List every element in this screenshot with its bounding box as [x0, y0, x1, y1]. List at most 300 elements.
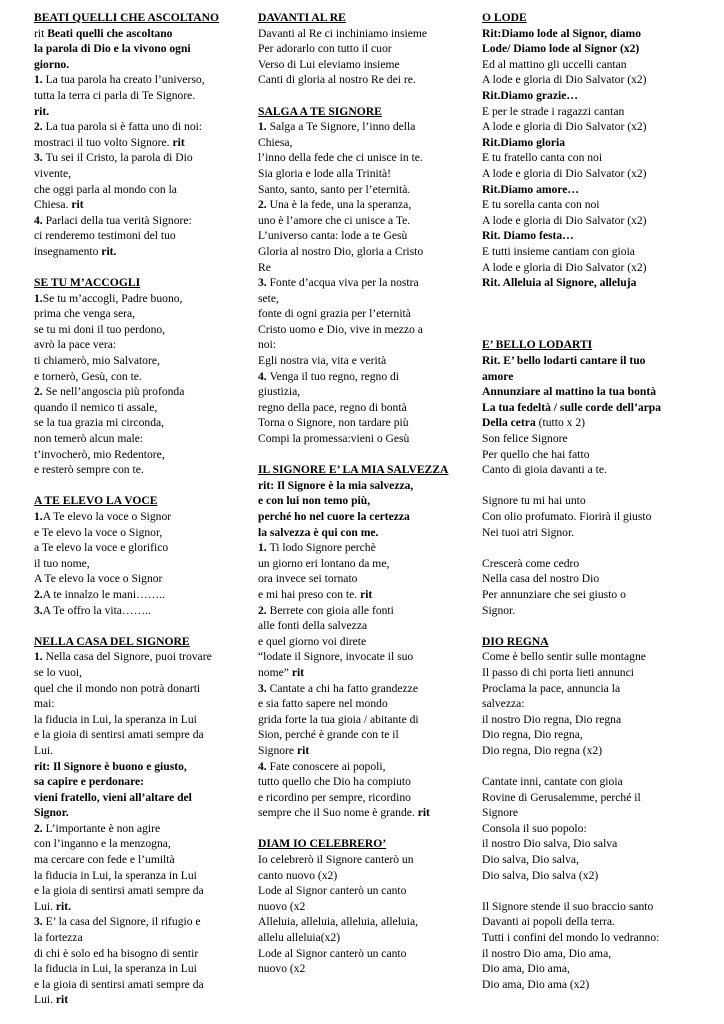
text: Se tu m’accogli, Padre buono, — [42, 291, 183, 305]
lyric-line — [482, 696, 704, 712]
text: Cantate a chi ha fatto grandezze — [269, 681, 418, 695]
text: Lui. — [34, 743, 53, 757]
bold-text: rit: Il Signore è la mia salvezza, — [258, 478, 414, 492]
text: A Te offro la vita…….. — [42, 603, 151, 617]
text: il nostro Dio ama, Dio ama, — [482, 946, 612, 960]
lyric-line — [34, 914, 244, 930]
text: regno della pace, regno di bontà — [258, 400, 407, 414]
text: Come è bello sentir sulle montagne — [482, 650, 646, 664]
lyric-line — [482, 790, 704, 806]
blank-line — [482, 306, 704, 322]
text: e mi hai preso con te. — [258, 587, 361, 601]
lyric-line — [482, 977, 704, 993]
text: nome” — [258, 665, 292, 679]
blank-line — [482, 478, 704, 494]
text: Fate conoscere ai popoli, — [269, 759, 386, 773]
text: salvezza: — [482, 697, 525, 711]
lyric-line — [482, 447, 704, 463]
text: e tornerò, Gesù, con te. — [34, 369, 142, 383]
bold-text: Annunziare al mattino la tua bontà — [482, 385, 657, 399]
text: Dio salva, Dio salva (x2) — [482, 868, 599, 882]
text: ma cercare con fede e l’umiltà — [34, 853, 175, 867]
lyric-line — [34, 696, 244, 712]
lyric-line — [258, 431, 468, 447]
text: Signore — [258, 743, 297, 757]
text: Sion, perché è grande con te il — [258, 728, 399, 742]
text: Alleluia, alleluia, alleluia, alleluia, — [258, 915, 418, 929]
bold-text: Rit.Diamo gloria — [482, 135, 566, 149]
text: Davanti ai popoli della terra. — [482, 915, 615, 929]
bold-text: 2. — [258, 603, 270, 617]
text: un giorno eri lontano da me, — [258, 556, 390, 570]
lyric-line — [482, 587, 704, 603]
lyric-line — [34, 244, 244, 260]
text: Dio regna, Dio regna, — [482, 728, 583, 742]
lyric-line — [482, 821, 704, 837]
text: il nostro Dio salva, Dio salva — [482, 837, 618, 851]
lyric-line — [258, 946, 468, 962]
text: La tua parola si è fatta uno di noi: — [45, 120, 203, 134]
lyric-line — [34, 337, 244, 353]
lyric-line — [258, 868, 468, 884]
lyric-line — [34, 992, 244, 1008]
lyric-line — [482, 213, 704, 229]
bold-text: perché ho nel cuore la certezza — [258, 510, 410, 523]
lyric-line — [482, 493, 704, 509]
lyric-line — [34, 899, 244, 915]
bold-text: 4. — [258, 369, 270, 383]
lyric-line — [34, 649, 244, 665]
lyric-line — [258, 743, 468, 759]
text: nuovo (x2 — [258, 962, 306, 976]
text: Gloria al nostro Dio, gloria a Cristo — [258, 244, 424, 258]
lyric-line — [34, 665, 244, 681]
lyric-line — [482, 930, 704, 946]
lyric-line — [482, 961, 704, 977]
text: ci renderemo testimoni del tuo — [34, 229, 176, 243]
lyric-line — [34, 369, 244, 385]
lyric-line — [482, 88, 704, 104]
text: e sia fatto sapere nel mondo — [258, 697, 388, 711]
lyric-line — [34, 509, 244, 525]
text: Egli nostra via, vita e verità — [258, 354, 387, 368]
lyric-line — [258, 72, 468, 88]
bold-text: 4. — [258, 759, 270, 773]
lyric-line — [34, 587, 244, 603]
lyric-line — [258, 930, 468, 946]
text: la fiducia in Lui, la speranza in Lui — [34, 868, 197, 882]
bold-text: e con lui non temo più, — [258, 494, 371, 508]
lyric-line — [482, 681, 704, 697]
lyric-line — [482, 571, 704, 587]
text: giustizia, — [258, 385, 301, 399]
song-salga-a-te-signore — [258, 104, 468, 447]
lyric-line — [34, 400, 244, 416]
bold-text: sa capire e perdonare: — [34, 775, 145, 789]
bold-text: 2. — [34, 587, 43, 601]
bold-text: 1. — [258, 120, 270, 134]
song-title: IL SIGNORE E’ LA MIA SALVEZZA — [258, 463, 449, 477]
text: Canti di gloria al nostro Re dei re. — [258, 73, 416, 87]
lyric-line — [34, 72, 244, 88]
bold-text: 1. — [34, 650, 46, 664]
lyric-line — [258, 182, 468, 198]
lyric-line — [482, 899, 704, 915]
lyric-line — [482, 415, 704, 431]
lyric-line — [34, 525, 244, 541]
text: la fiducia in Lui, la speranza in Lui — [34, 962, 197, 976]
lyric-line — [482, 774, 704, 790]
text: Proclama la pace, annuncia la — [482, 681, 621, 695]
lyric-line — [258, 571, 468, 587]
text: L’importante è non agire — [45, 821, 161, 835]
lyric-line — [258, 291, 468, 307]
lyric-line — [34, 836, 244, 852]
text: Cristo uomo e Dio, vive in mezzo a — [258, 322, 423, 336]
lyric-line — [258, 961, 468, 977]
lyric-line — [482, 104, 704, 120]
lyric-line — [34, 462, 244, 478]
song-dio-regna — [482, 634, 704, 993]
lyric-line — [482, 805, 704, 821]
lyric-line — [482, 135, 704, 151]
text: Tutti i confini del mondo lo vedranno: — [482, 931, 660, 945]
text: noi: — [258, 338, 277, 352]
lyric-line — [482, 275, 704, 291]
lyric-line — [34, 88, 244, 104]
lyric-line — [258, 197, 468, 213]
bold-text: 3. — [258, 681, 270, 695]
text: e resterò sempre con te. — [34, 463, 144, 477]
blank-line — [482, 291, 704, 307]
text: Il passo di chi porta lieti annunci — [482, 665, 634, 679]
bold-text: amore — [482, 369, 514, 383]
lyric-line — [34, 166, 244, 182]
lyric-line — [258, 712, 468, 728]
text: Lode al Signor canterò un canto — [258, 884, 407, 898]
song-title: E’ BELLO LODARTI — [482, 338, 593, 352]
bold-text: 3. — [258, 276, 270, 290]
song-davanti-al-re — [258, 10, 468, 88]
lyric-line — [258, 26, 468, 42]
bold-text: Rit. E’ bello lodarti cantare il tuo — [482, 354, 646, 368]
bold-text: 3. — [34, 151, 46, 165]
lyric-line — [482, 946, 704, 962]
text: E tu fratello canta con noi — [482, 151, 603, 165]
lyric-line — [258, 322, 468, 338]
bold-text: rit — [291, 665, 305, 679]
song-title: SALGA A TE SIGNORE — [258, 104, 382, 118]
lyric-line — [482, 353, 704, 369]
lyric-line — [258, 603, 468, 619]
bold-text: 2. — [34, 821, 46, 835]
lyric-line — [34, 571, 244, 587]
lyric-line — [34, 868, 244, 884]
lyric-line — [258, 618, 468, 634]
lyric-line — [34, 790, 244, 806]
lyric-line — [482, 836, 704, 852]
lyric-line — [34, 306, 244, 322]
song-se-tu-m-accogli — [34, 275, 244, 478]
bold-text: 2. — [34, 385, 46, 399]
text: L’universo canta: lode a te Gesù — [258, 229, 408, 243]
lyric-line — [258, 478, 468, 494]
text: tutto quello che Dio ha compiuto — [258, 775, 411, 789]
text: t’invocherò, mio Redentore, — [34, 447, 165, 461]
lyric-line — [482, 556, 704, 572]
song-title: A TE ELEVO LA VOCE — [34, 494, 158, 508]
text: Cantate inni, cantate con gioia — [482, 775, 623, 789]
text: mostraci il tuo volto Signore. — [34, 135, 173, 149]
lyric-line — [34, 977, 244, 993]
lyric-line — [258, 119, 468, 135]
bold-text: rit — [360, 587, 373, 601]
lyric-line — [482, 72, 704, 88]
lyric-line — [482, 525, 704, 541]
text: Se nell’angoscia più profonda — [45, 385, 185, 399]
lyric-line — [258, 556, 468, 572]
text: “lodate il Signore, invocate il suo — [258, 650, 414, 664]
bold-text: Lode/ Diamo lode al Signor (x2) — [482, 42, 640, 56]
lyric-line — [482, 462, 704, 478]
lyric-line — [258, 852, 468, 868]
lyric-line — [34, 322, 244, 338]
lyric-line — [258, 727, 468, 743]
lyric-line — [34, 213, 244, 229]
lyric-line — [258, 41, 468, 57]
text: Chiesa, — [258, 135, 293, 149]
bold-text: rit — [71, 198, 84, 212]
lyric-line — [34, 135, 244, 151]
bold-text: 3. — [34, 915, 46, 929]
lyric-line — [258, 759, 468, 775]
column-middle — [258, 10, 468, 992]
lyric-line — [34, 727, 244, 743]
lyric-line — [482, 41, 704, 57]
lyric-line — [482, 509, 704, 525]
lyric-line — [34, 447, 244, 463]
bold-text: rit — [55, 993, 69, 1007]
lyric-line — [258, 665, 468, 681]
lyric-line — [258, 150, 468, 166]
bold-text: la parola di Dio e la vivono ogni — [34, 42, 191, 56]
text: Nella casa del nostro Dio — [482, 572, 600, 586]
lyric-line — [258, 57, 468, 73]
text: A lode e gloria di Dio Salvator (x2) — [482, 166, 647, 180]
lyric-line — [482, 369, 704, 385]
lyric-line — [482, 182, 704, 198]
bold-text: rit. — [101, 244, 117, 258]
lyric-line — [482, 119, 704, 135]
lyric-line — [34, 353, 244, 369]
text: Per quello che hai fatto — [482, 447, 590, 461]
lyric-line — [258, 337, 468, 353]
text: Fonte d’acqua viva per la nostra — [269, 276, 419, 290]
lyric-line — [258, 260, 468, 276]
lyric-line — [258, 587, 468, 603]
text: Una è la fede, una la speranza, — [269, 198, 412, 212]
lyric-line — [258, 634, 468, 650]
lyric-line — [482, 384, 704, 400]
song-nella-casa-del-signore — [34, 634, 244, 1008]
text: con l’inganno e la menzogna, — [34, 837, 171, 851]
text: Nei tuoi atri Signor. — [482, 525, 575, 539]
text: quel che il mondo non potrà donarti — [34, 681, 201, 695]
song-o-lode — [482, 10, 704, 322]
text: Berrete con gioia alle fonti — [269, 603, 394, 617]
text: uno è l’amore che ci unisce a Te. — [258, 213, 411, 227]
lyric-line — [482, 649, 704, 665]
lyric-line — [482, 914, 704, 930]
text: la fortezza — [34, 931, 83, 945]
lyric-line — [482, 26, 704, 42]
text: Dio ama, Dio ama (x2) — [482, 977, 590, 991]
text: e la gioia di sentirsi amati sempre da — [34, 977, 204, 991]
text: A te innalzo le mani…….. — [42, 587, 166, 601]
lyric-line — [34, 150, 244, 166]
text: E per le strade i ragazzi cantan — [482, 104, 625, 118]
lyric-line — [34, 26, 244, 42]
lyric-line — [258, 166, 468, 182]
bold-text: la salvezza è qui con me. — [258, 525, 379, 539]
text: Re — [258, 260, 271, 274]
lyric-line — [482, 665, 704, 681]
lyric-line — [34, 415, 244, 431]
lyric-line — [34, 104, 244, 120]
text: Rovine di Gerusalemme, perché il — [482, 790, 641, 804]
song-title: O LODE — [482, 11, 527, 24]
lyric-line — [34, 197, 244, 213]
bold-text: Signor. — [34, 806, 69, 820]
lyric-line — [34, 821, 244, 837]
text: il nostro Dio regna, Dio regna — [482, 712, 622, 726]
song-title: NELLA CASA DEL SIGNORE — [34, 634, 190, 648]
text: Tu sei il Cristo, la parola di Dio — [45, 151, 193, 165]
text: Venga il tuo regno, regno di — [269, 369, 400, 383]
text: Verso di Lui eleviamo insieme — [258, 57, 400, 71]
lyric-line — [258, 509, 468, 525]
lyric-line — [34, 743, 244, 759]
song-beati-quelli-che-ascoltano — [34, 10, 244, 260]
text: e la gioia di sentirsi amati sempre da — [34, 728, 204, 742]
text: Il Signore stende il suo braccio santo — [482, 899, 654, 913]
text: avrò la pace vera: — [34, 338, 117, 352]
lyric-line — [34, 556, 244, 572]
bold-text: 3. — [34, 603, 43, 617]
bold-text: rit — [172, 135, 185, 149]
text: Davanti al Re ci inchiniamo insieme — [258, 26, 428, 40]
lyric-line — [482, 400, 704, 416]
text: fonte di ogni grazia per l’eternità — [258, 307, 411, 321]
column-right — [482, 10, 704, 1008]
lyric-line — [34, 291, 244, 307]
bold-text: Rit. Diamo festa… — [482, 229, 574, 243]
text: Dio regna, Dio regna (x2) — [482, 743, 603, 757]
lyric-line — [482, 150, 704, 166]
song-diam-io-celebrero — [258, 836, 468, 976]
text: Signore — [482, 806, 519, 820]
text: rit — [34, 26, 48, 40]
bold-text: Rit:Diamo lode al Signor, diamo — [482, 26, 641, 40]
lyric-line — [258, 525, 468, 541]
lyric-line — [258, 774, 468, 790]
text: (tutto x 2) — [538, 416, 586, 430]
bold-text: 4. — [34, 213, 46, 227]
lyric-line — [258, 540, 468, 556]
text: Ed al mattino gli uccelli cantan — [482, 57, 627, 71]
text: A Te elevo la voce o Signor — [34, 572, 163, 586]
lyric-line — [34, 540, 244, 556]
text: e ricordino per sempre, ricordino — [258, 790, 411, 804]
text: Ti lodo Signore perchè — [269, 541, 376, 555]
bold-text: Beati quelli che ascoltano — [47, 26, 173, 40]
lyric-line — [482, 712, 704, 728]
text: a Te elevo la voce e glorifico — [34, 541, 169, 555]
text: ti chiamerò, mio Salvatore, — [34, 354, 160, 368]
text: Parlaci della tua verità Signore: — [45, 213, 192, 227]
text: Io celebrerò il Signore canterò un — [258, 853, 414, 867]
text: A Te elevo la voce o Signor — [42, 510, 172, 523]
text: non temerò alcun male: — [34, 432, 144, 446]
lyric-line — [482, 852, 704, 868]
lyric-line — [482, 57, 704, 73]
song-il-signore-e-la-mia-salvezza — [258, 462, 468, 821]
bold-text: Rit.Diamo amore… — [482, 182, 580, 196]
lyric-line — [482, 743, 704, 759]
song-e-bello-lodarti — [482, 337, 704, 618]
text: che oggi parla al mondo con la — [34, 182, 177, 196]
text: Lode al Signor canterò un canto — [258, 946, 407, 960]
lyric-line — [34, 883, 244, 899]
text: Chiesa. — [34, 198, 72, 212]
lyric-line — [482, 166, 704, 182]
text: sempre che il Suo nome è grande. — [258, 806, 418, 820]
text: e la gioia di sentirsi amati sempre da — [34, 884, 204, 898]
lyric-line — [34, 712, 244, 728]
text: ora invece sei tornato — [258, 572, 358, 586]
lyric-line — [258, 135, 468, 151]
bold-text: rit. — [34, 104, 50, 118]
bold-text: rit: Il Signore è buono e giusto, — [34, 759, 187, 773]
lyric-line — [258, 213, 468, 229]
text: il tuo nome, — [34, 556, 90, 570]
text: l’inno della fede che ci unisce in te. — [258, 151, 423, 165]
text: e quel giorno voi direte — [258, 634, 367, 648]
bold-text: Rit.Diamo grazie… — [482, 88, 578, 102]
text: tutta la terra ci parla di Te Signore. — [34, 88, 196, 102]
lyric-line — [34, 759, 244, 775]
lyric-line — [482, 197, 704, 213]
text: La tua parola ha creato l’universo, — [45, 73, 205, 87]
lyric-line — [482, 244, 704, 260]
bold-text: Della cetra — [482, 416, 539, 430]
lyric-line — [482, 603, 704, 619]
text: prima che venga sera, — [34, 307, 136, 321]
text: Lui. — [34, 993, 56, 1007]
text: Compi la promessa:vieni o Gesù — [258, 432, 410, 446]
text: grida forte la tua gioia / abitante di — [258, 712, 419, 726]
bold-text: vieni fratello, vieni all’altare del — [34, 790, 192, 804]
bold-text: Rit. Alleluia al Signore, alleluja — [482, 276, 637, 290]
lyric-line — [34, 852, 244, 868]
bold-text: 1. — [34, 510, 43, 523]
text: Con olio profumato. Fiorirà il giusto — [482, 510, 652, 523]
text: A lode e gloria di Dio Salvator (x2) — [482, 73, 647, 87]
lyric-line — [34, 41, 244, 57]
lyric-line — [258, 353, 468, 369]
text: Canto di gioia davanti a te. — [482, 463, 607, 477]
text: alle fonti della salvezza — [258, 619, 368, 633]
